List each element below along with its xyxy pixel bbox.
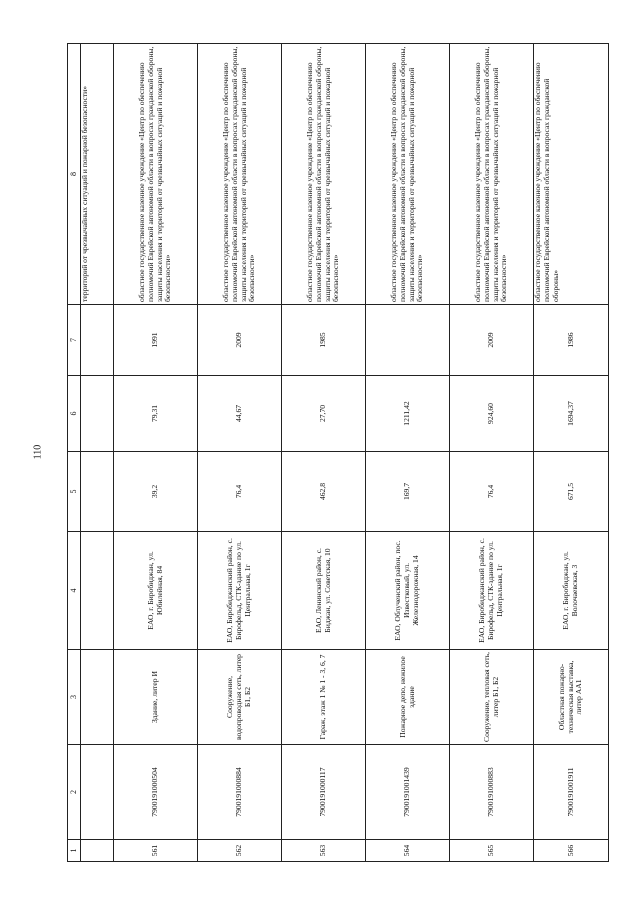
table-row	[114, 44, 198, 862]
object-year: 1991	[114, 305, 198, 376]
object-address: ЕАО, Ленинский район, с. Биджан, ул. Советская, 10	[282, 532, 366, 650]
object-name: Здание, литер И	[114, 650, 198, 745]
table-row	[198, 44, 282, 862]
row-number: 564	[366, 840, 450, 862]
row-number: 561	[114, 840, 198, 862]
table-row	[534, 44, 609, 862]
cadastre-number: 7900191001439	[366, 745, 450, 840]
table-row	[450, 44, 534, 862]
object-area: 76,4	[198, 452, 282, 532]
object-year	[366, 305, 450, 376]
object-area: 671,5	[534, 452, 609, 532]
header-cell: 7	[68, 305, 81, 376]
row-number: 566	[534, 840, 609, 862]
table-row	[282, 44, 366, 862]
object-year: 2009	[450, 305, 534, 376]
continuation-row	[81, 44, 114, 862]
object-address: ЕАО, г. Биробиджан, ул. Волочаевская, 3	[534, 532, 609, 650]
object-name: Пожарное депо, нежилое здание	[366, 650, 450, 745]
object-name: Гараж, этаж 1 № 1 - 3, 6, 7	[282, 650, 366, 745]
object-address: ЕАО, Биробиджанский район, с. Бирофельд, СТК-здание по ул. Центральная, 1г	[198, 532, 282, 650]
object-address: ЕАО, Биробиджанский район, с. Бирофельд, СТК-здание по ул. Центральная, 1г	[450, 532, 534, 650]
object-value: 1694,37	[534, 376, 609, 452]
header-cell: 8	[68, 44, 81, 305]
object-name: Областная пожарно-техническая выставка, литер АА1	[534, 650, 609, 745]
object-address: ЕАО, г. Биробиджан, ул. Юбилейная, 84	[114, 532, 198, 650]
header-cell: 4	[68, 532, 81, 650]
rotated-table-wrapper	[67, 44, 584, 862]
rights-holder: областное государственное казенное учреждение «Центр по обеспечению полномочий Еврейской автономной области в вопросах гражданской обороны»	[534, 44, 609, 305]
cadastre-number: 7900191000884	[198, 745, 282, 840]
header-cell: 3	[68, 650, 81, 745]
object-area: 462,8	[282, 452, 366, 532]
property-register-table	[67, 43, 609, 862]
rights-holder: областное государственное казенное учреждение «Центр по обеспечению полномочий Еврейской автономной области в вопросах гражданской обороны, защиты населения и территорий от чрезвычайных ситуаций и пожарной безопасности»	[198, 44, 282, 305]
rights-holder: областное государственное казенное учреждение «Центр по обеспечению полномочий Еврейской автономной области в вопросах гражданской обороны, защиты населения и территорий от чрезвычайных ситуаций и пожарной безопасности»	[114, 44, 198, 305]
row-number: 565	[450, 840, 534, 862]
object-address: ЕАО, Облученский район, пос. Известковый, ул. Железнодорожная, 14	[366, 532, 450, 650]
object-year: 1986	[534, 305, 609, 376]
cadastre-number: 7900191001911	[534, 745, 609, 840]
object-value: 27,70	[282, 376, 366, 452]
rights-holder: областное государственное казенное учреждение «Центр по обеспечению полномочий Еврейской автономной области в вопросах гражданской обороны, защиты населения и территорий от чрезвычайных ситуаций и пожарной безопасности»	[450, 44, 534, 305]
object-name: Сооружение, водопроводная сеть, литер Б1, Б2	[198, 650, 282, 745]
header-row	[68, 44, 81, 862]
rights-holder: областное государственное казенное учреждение «Центр по обеспечению полномочий Еврейской автономной области в вопросах гражданской обороны, защиты населения и территорий от чрезвычайных ситуаций и пожарной безопасности»	[366, 44, 450, 305]
object-value: 44,67	[198, 376, 282, 452]
continuation-text: территорий от чрезвычайных ситуаций и пожарной безопасности»	[81, 44, 114, 305]
rights-holder: областное государственное казенное учреждение «Центр по обеспечению полномочий Еврейской автономной области в вопросах гражданской обороны, защиты населения и территорий от чрезвычайных ситуаций и пожарной безопасности»	[282, 44, 366, 305]
object-value: 1211,42	[366, 376, 450, 452]
header-cell: 6	[68, 376, 81, 452]
header-cell: 1	[68, 840, 81, 862]
object-name: Сооружение, тепловая сеть, литер Б1, Б2	[450, 650, 534, 745]
object-area: 39,2	[114, 452, 198, 532]
object-value: 924,60	[450, 376, 534, 452]
cadastre-number: 7900191000883	[450, 745, 534, 840]
row-number: 562	[198, 840, 282, 862]
cadastre-number: 7900191000504	[114, 745, 198, 840]
object-year: 2009	[198, 305, 282, 376]
object-area: 169,7	[366, 452, 450, 532]
header-cell: 2	[68, 745, 81, 840]
object-value: 79,31	[114, 376, 198, 452]
object-year: 1985	[282, 305, 366, 376]
row-number: 563	[282, 840, 366, 862]
cadastre-number: 7900191000117	[282, 745, 366, 840]
header-cell: 5	[68, 452, 81, 532]
page-number: 110	[32, 444, 44, 460]
object-area: 76,4	[450, 452, 534, 532]
table-row	[366, 44, 450, 862]
